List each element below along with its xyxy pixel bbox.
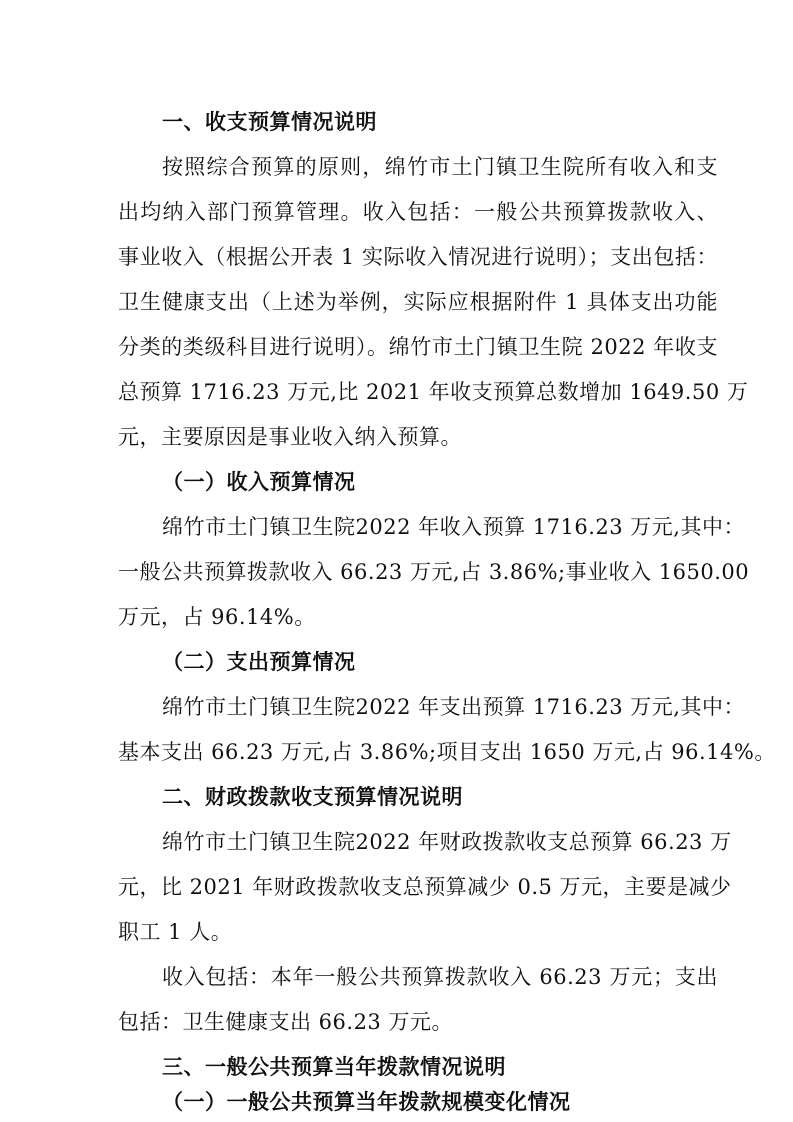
paragraph-line: 按照综合预算的原则，绵竹市土门镇卫生院所有收入和支 <box>162 155 718 179</box>
paragraph-line: 基本支出 66.23 万元,占 3.86%;项目支出 1650 万元,占 96.14%。 <box>118 740 776 764</box>
paragraph-line: 事业收入（根据公开表 1 实际收入情况进行说明）；支出包括： <box>118 245 718 269</box>
paragraph-line: 绵竹市土门镇卫生院2022 年财政拨款收支总预算 66.23 万 <box>162 830 732 854</box>
section-heading-3: 三、一般公共预算当年拨款情况说明 <box>162 1055 506 1079</box>
paragraph-line: 分类的类级科目进行说明）。绵竹市土门镇卫生院 2022 年收支 <box>118 335 718 359</box>
paragraph-line: 包括：卫生健康支出 66.23 万元。 <box>118 1010 453 1034</box>
paragraph-line: 出均纳入部门预算管理。收入包括：一般公共预算拨款收入、 <box>118 200 718 224</box>
paragraph-line: 绵竹市土门镇卫生院2022 年支出预算 1716.23 万元,其中： <box>162 695 745 719</box>
subsection-heading-income: （一）收入预算情况 <box>162 470 356 494</box>
paragraph-line: 总预算 1716.23 万元,比 2021 年收支预算总数增加 1649.50 万 <box>118 380 749 404</box>
section-heading-2: 二、财政拨款收支预算情况说明 <box>162 785 463 809</box>
subsection-heading-appropriation: （一）一般公共预算当年拨款规模变化情况 <box>162 1090 571 1114</box>
section-heading-1: 一、收支预算情况说明 <box>162 110 377 134</box>
paragraph-line: 卫生健康支出（上述为举例，实际应根据附件 1 具体支出功能 <box>118 290 718 314</box>
paragraph-line: 元，主要原因是事业收入纳入预算。 <box>118 425 462 449</box>
subsection-heading-expenditure: （二）支出预算情况 <box>162 650 356 674</box>
paragraph-line: 一般公共预算拨款收入 66.23 万元,占 3.86%;事业收入 1650.00 <box>118 560 750 584</box>
paragraph-line: 万元，占 96.14%。 <box>118 605 316 629</box>
paragraph-line: 绵竹市土门镇卫生院2022 年收入预算 1716.23 万元,其中： <box>162 515 745 539</box>
paragraph-line: 职工 1 人。 <box>118 920 233 944</box>
paragraph-line: 元，比 2021 年财政拨款收支总预算减少 0.5 万元，主要是减少 <box>118 875 732 899</box>
paragraph-line: 收入包括：本年一般公共预算拨款收入 66.23 万元；支出 <box>162 965 718 989</box>
